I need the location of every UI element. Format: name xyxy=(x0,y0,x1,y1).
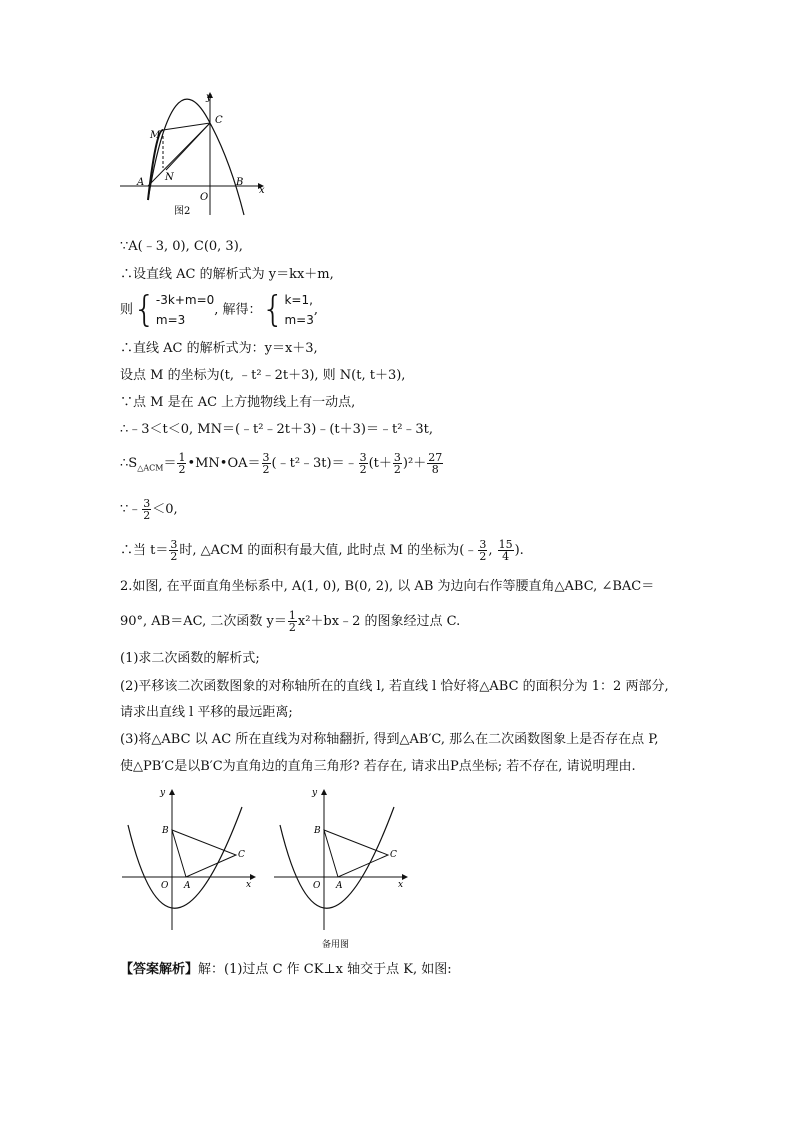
answer-text: 解：(1)过点 C 作 CK⊥x 轴交于点 K, 如图: xyxy=(198,962,452,977)
fig2-y-label: y xyxy=(160,788,166,798)
figure-parabola-acm xyxy=(118,90,268,220)
frac-den: 2 xyxy=(479,550,487,563)
p2-prefix: 90°, AB＝AC, 二次函数 y＝ xyxy=(120,614,287,629)
area-sub: △ACM xyxy=(137,463,164,473)
line-set-ac: ∴设直线 AC 的解析式为 y＝kx＋m, xyxy=(120,267,334,282)
frac-den: 2 xyxy=(262,463,270,476)
line-negative-coefficient xyxy=(120,494,178,526)
frac-1-2-b xyxy=(288,610,297,633)
fig3-b-label: B xyxy=(314,826,321,836)
area-square: )²＋ xyxy=(402,456,427,471)
area-eq: ＝ xyxy=(163,456,177,471)
fig1-y-label: y xyxy=(206,92,212,103)
max-end: ). xyxy=(514,543,524,558)
frac-num: 1 xyxy=(288,609,296,622)
system-2 xyxy=(284,290,313,330)
frac-den: 8 xyxy=(431,463,439,476)
system-prefix: 则 xyxy=(120,302,134,318)
fig1-o-label: O xyxy=(200,192,209,203)
frac-num: 3 xyxy=(143,497,151,510)
figure-triangle-abc xyxy=(120,785,260,935)
fig3-x-label: x xyxy=(398,880,404,890)
line-m-moving: ∵点 M 是在 AC 上方抛物线上有一动点, xyxy=(120,395,356,410)
frac-3-2-f xyxy=(478,539,487,562)
system-2-eq1: k=1, xyxy=(284,293,313,307)
line-ac-expression: ∴直线 AC 的解析式为：y＝x＋3, xyxy=(120,341,318,356)
frac-num: 3 xyxy=(393,451,401,464)
system-1 xyxy=(156,290,214,330)
fig3-c-label: C xyxy=(390,850,397,860)
frac-num: 3 xyxy=(359,451,367,464)
brace-left-2: { xyxy=(261,289,285,330)
question-3a: (3)将△ABC 以 AC 所在直线为对称轴翻折, 得到△AB′C, 那么在二次函数图象上是否存在点 P, xyxy=(120,732,659,747)
max-mid: 时, △ACM 的面积有最大值, 此时点 M 的坐标为(﹣ xyxy=(179,543,478,558)
question-2b: 请求出直线 l 平移的最远距离; xyxy=(120,705,293,720)
fig3-o-label: O xyxy=(313,881,321,891)
frac-num: 1 xyxy=(178,451,186,464)
max-comma: , xyxy=(488,543,493,558)
p2-suffix: x²＋bx﹣2 的图象经过点 C. xyxy=(297,614,461,629)
brace-left-1: { xyxy=(133,289,156,330)
line-given-points: ∵A(﹣3, 0), C(0, 3), xyxy=(120,239,243,254)
frac-num: 27 xyxy=(428,451,443,464)
frac-den: 2 xyxy=(393,463,401,476)
fig3-a-label: A xyxy=(336,881,343,891)
fig1-a-label: A xyxy=(137,177,145,188)
frac-3-2-b xyxy=(359,452,368,475)
line-area xyxy=(120,448,444,485)
frac-3-2-c xyxy=(393,452,402,475)
frac-3-2-d xyxy=(142,498,151,521)
fig2-b-label: B xyxy=(162,826,169,836)
line-system xyxy=(120,290,318,331)
problem2-line2 xyxy=(120,606,460,638)
neg-prefix: ∵﹣ xyxy=(120,502,142,517)
frac-num: 15 xyxy=(498,538,513,551)
neg-suffix: ＜0, xyxy=(152,502,178,517)
fig1-b-label: B xyxy=(236,177,244,188)
fig2-x-label: x xyxy=(246,880,252,890)
area-mid: •MN•OA＝ xyxy=(187,456,261,471)
frac-den: 2 xyxy=(178,463,186,476)
fig3-caption: 备用图 xyxy=(322,940,350,950)
fig2-a-label: A xyxy=(184,881,191,891)
line-set-m: 设点 M 的坐标为(t, ﹣t²﹣2t＋3), 则 N(t, t＋3), xyxy=(120,368,406,383)
line-max-area xyxy=(120,535,524,567)
fig1-c-label: C xyxy=(215,115,223,126)
system-end: , xyxy=(313,302,318,318)
frac-15-4 xyxy=(498,539,514,562)
frac-num: 3 xyxy=(170,538,178,551)
problem2-line1: 2.如图, 在平面直角坐标系中, A(1, 0), B(0, 2), 以 AB 为边向右作等腰直角△ABC, ∠BAC＝ xyxy=(120,579,655,594)
area-paren: (t＋ xyxy=(368,456,392,471)
figure-triangle-backup xyxy=(272,785,412,955)
max-prefix: ∴当 t＝ xyxy=(120,543,169,558)
fig1-m-label: M xyxy=(150,130,161,141)
fig1-x-label: x xyxy=(259,185,265,196)
fig3-y-label: y xyxy=(312,788,318,798)
question-2a: (2)平移该二次函数图象的对称轴所在的直线 l, 若直线 l 恰好将△ABC 的面积分为 1：2 两部分, xyxy=(120,679,669,694)
fig2-o-label: O xyxy=(161,881,169,891)
frac-3-2-e xyxy=(169,539,178,562)
frac-den: 2 xyxy=(359,463,367,476)
frac-den: 4 xyxy=(502,550,510,563)
system-1-eq2: m=3 xyxy=(155,313,186,327)
frac-den: 2 xyxy=(288,621,296,634)
answer-line xyxy=(120,961,452,979)
area-poly: (﹣t²﹣3t)＝﹣ xyxy=(271,456,358,471)
question-1: (1)求二次函数的解析式; xyxy=(120,651,260,666)
fig1-caption: 图2 xyxy=(174,206,191,217)
system-1-eq1: -3k+m=0 xyxy=(155,293,215,307)
frac-den: 2 xyxy=(143,509,151,522)
line-mn: ∴﹣3＜t＜0, MN＝(﹣t²﹣2t＋3)﹣(t＋3)＝﹣t²﹣3t, xyxy=(120,422,434,437)
frac-3-2-a xyxy=(262,452,271,475)
frac-den: 2 xyxy=(170,550,178,563)
frac-num: 3 xyxy=(479,538,487,551)
area-s: ∴S xyxy=(120,456,138,471)
answer-tag: 【答案解析】 xyxy=(120,962,199,977)
fig2-c-label: C xyxy=(238,850,245,860)
system-2-eq2: m=3 xyxy=(284,313,314,327)
question-3b: 使△PB′C是以B′C为直角边的直角三角形? 若存在, 请求出P点坐标; 若不存在, 请说明理由. xyxy=(120,759,636,774)
frac-27-8 xyxy=(427,452,443,475)
fig1-n-label: N xyxy=(165,172,174,183)
system-middle: , 解得： xyxy=(214,302,262,318)
frac-num: 3 xyxy=(262,451,270,464)
frac-1-2 xyxy=(177,452,186,475)
